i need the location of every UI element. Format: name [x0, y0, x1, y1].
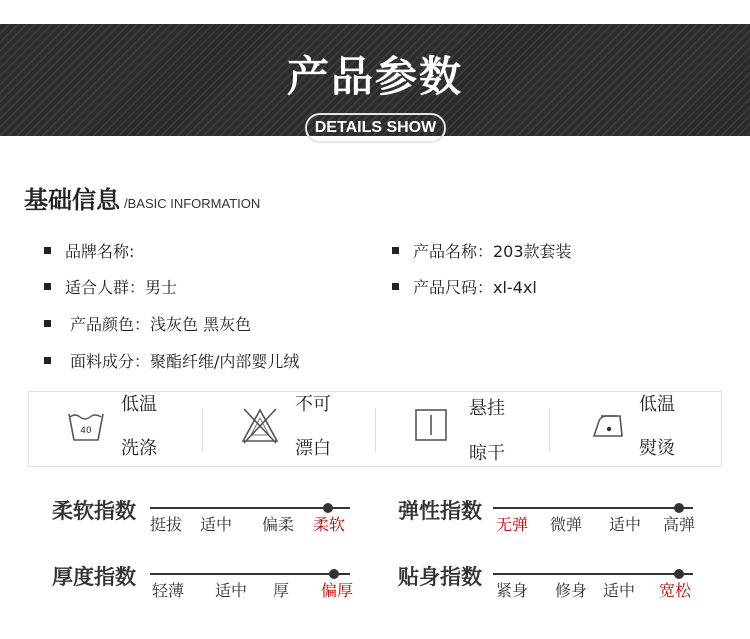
- hang-dry-icon: [414, 408, 448, 442]
- care-instructions-panel: [28, 391, 722, 467]
- care-label-line1: 不可: [295, 394, 331, 415]
- info-item-size: [392, 274, 537, 298]
- fit-index-title: 贴身指数: [398, 565, 482, 589]
- softness-index-marker: [323, 503, 333, 513]
- section-title: 基础信息: [24, 186, 120, 214]
- low-iron-icon: [589, 412, 627, 440]
- care-label-line2: 晾干: [469, 443, 505, 464]
- fit-index-label-selected: 宽松: [659, 581, 692, 600]
- bullet-icon: [44, 247, 51, 254]
- elasticity-index-label-selected: 无弹: [496, 515, 529, 534]
- info-item-text: 产品颜色：浅灰色 黑灰色: [70, 314, 252, 334]
- softness-index-label: 挺拔: [150, 515, 183, 534]
- bullet-icon: [44, 283, 51, 290]
- info-item-material: [44, 348, 299, 372]
- fit-index-label: 适中: [603, 581, 636, 600]
- banner-subtitle-badge: DETAILS SHOW: [305, 113, 446, 143]
- info-item-text: 产品尺码：xl-4xl: [413, 277, 537, 297]
- no-bleach-icon: [240, 407, 280, 445]
- bullet-icon: [392, 283, 399, 290]
- fit-index-label: 修身: [555, 581, 588, 600]
- info-item-text: 品牌名称:: [65, 241, 135, 261]
- info-item-product-name: [392, 238, 572, 262]
- wash-40-icon: [67, 409, 105, 443]
- softness-index-title: 柔软指数: [52, 499, 136, 523]
- elasticity-index-label: 高弹: [663, 515, 696, 534]
- elasticity-index-label: 适中: [609, 515, 642, 534]
- elasticity-index-track: [493, 507, 693, 509]
- bullet-icon: [44, 320, 51, 327]
- fit-index-track: [493, 573, 693, 575]
- thickness-index-label: 轻薄: [152, 581, 185, 600]
- softness-index-label: 偏柔: [262, 515, 295, 534]
- info-item-text: 面料成分：聚酯纤维/内部婴儿绒: [70, 351, 300, 371]
- thickness-index-title: 厚度指数: [52, 565, 136, 589]
- divider: [549, 408, 550, 452]
- section-heading: [24, 184, 260, 216]
- thickness-index-track: [150, 573, 350, 575]
- fit-index-marker: [674, 569, 684, 579]
- care-label-line2: 熨烫: [639, 438, 675, 459]
- section-subtitle: /BASIC INFORMATION: [124, 196, 261, 211]
- info-item-brand: [44, 238, 134, 262]
- elasticity-index-title: 弹性指数: [398, 499, 482, 523]
- care-label-line1: 低温: [121, 394, 157, 415]
- bullet-icon: [44, 357, 51, 364]
- bullet-icon: [392, 247, 399, 254]
- thickness-index-label: 适中: [215, 581, 248, 600]
- thickness-index-label-selected: 偏厚: [321, 581, 354, 600]
- divider: [202, 408, 203, 452]
- info-item-text: 适合人群：男士: [65, 277, 178, 297]
- info-item-text: 产品名称：203款套装: [413, 241, 572, 261]
- care-label-line2: 漂白: [295, 438, 331, 459]
- info-item-color: [44, 311, 251, 335]
- banner-title: 产品参数: [286, 52, 463, 101]
- softness-index-label: 适中: [200, 515, 233, 534]
- softness-index-label-selected: 柔软: [313, 515, 346, 534]
- divider: [375, 408, 376, 452]
- thickness-index-marker: [329, 569, 339, 579]
- info-item-audience: [44, 274, 177, 298]
- care-label-line1: 低温: [639, 394, 675, 415]
- thickness-index-label: 厚: [273, 581, 290, 600]
- fit-index-label: 紧身: [496, 581, 529, 600]
- header-banner: [0, 24, 750, 136]
- svg-text:40: 40: [80, 426, 92, 436]
- care-label-line1: 悬挂: [469, 398, 505, 419]
- care-label-line2: 洗涤: [121, 438, 157, 459]
- softness-index-track: [150, 507, 350, 509]
- elasticity-index-label: 微弹: [550, 515, 583, 534]
- elasticity-index-marker: [674, 503, 684, 513]
